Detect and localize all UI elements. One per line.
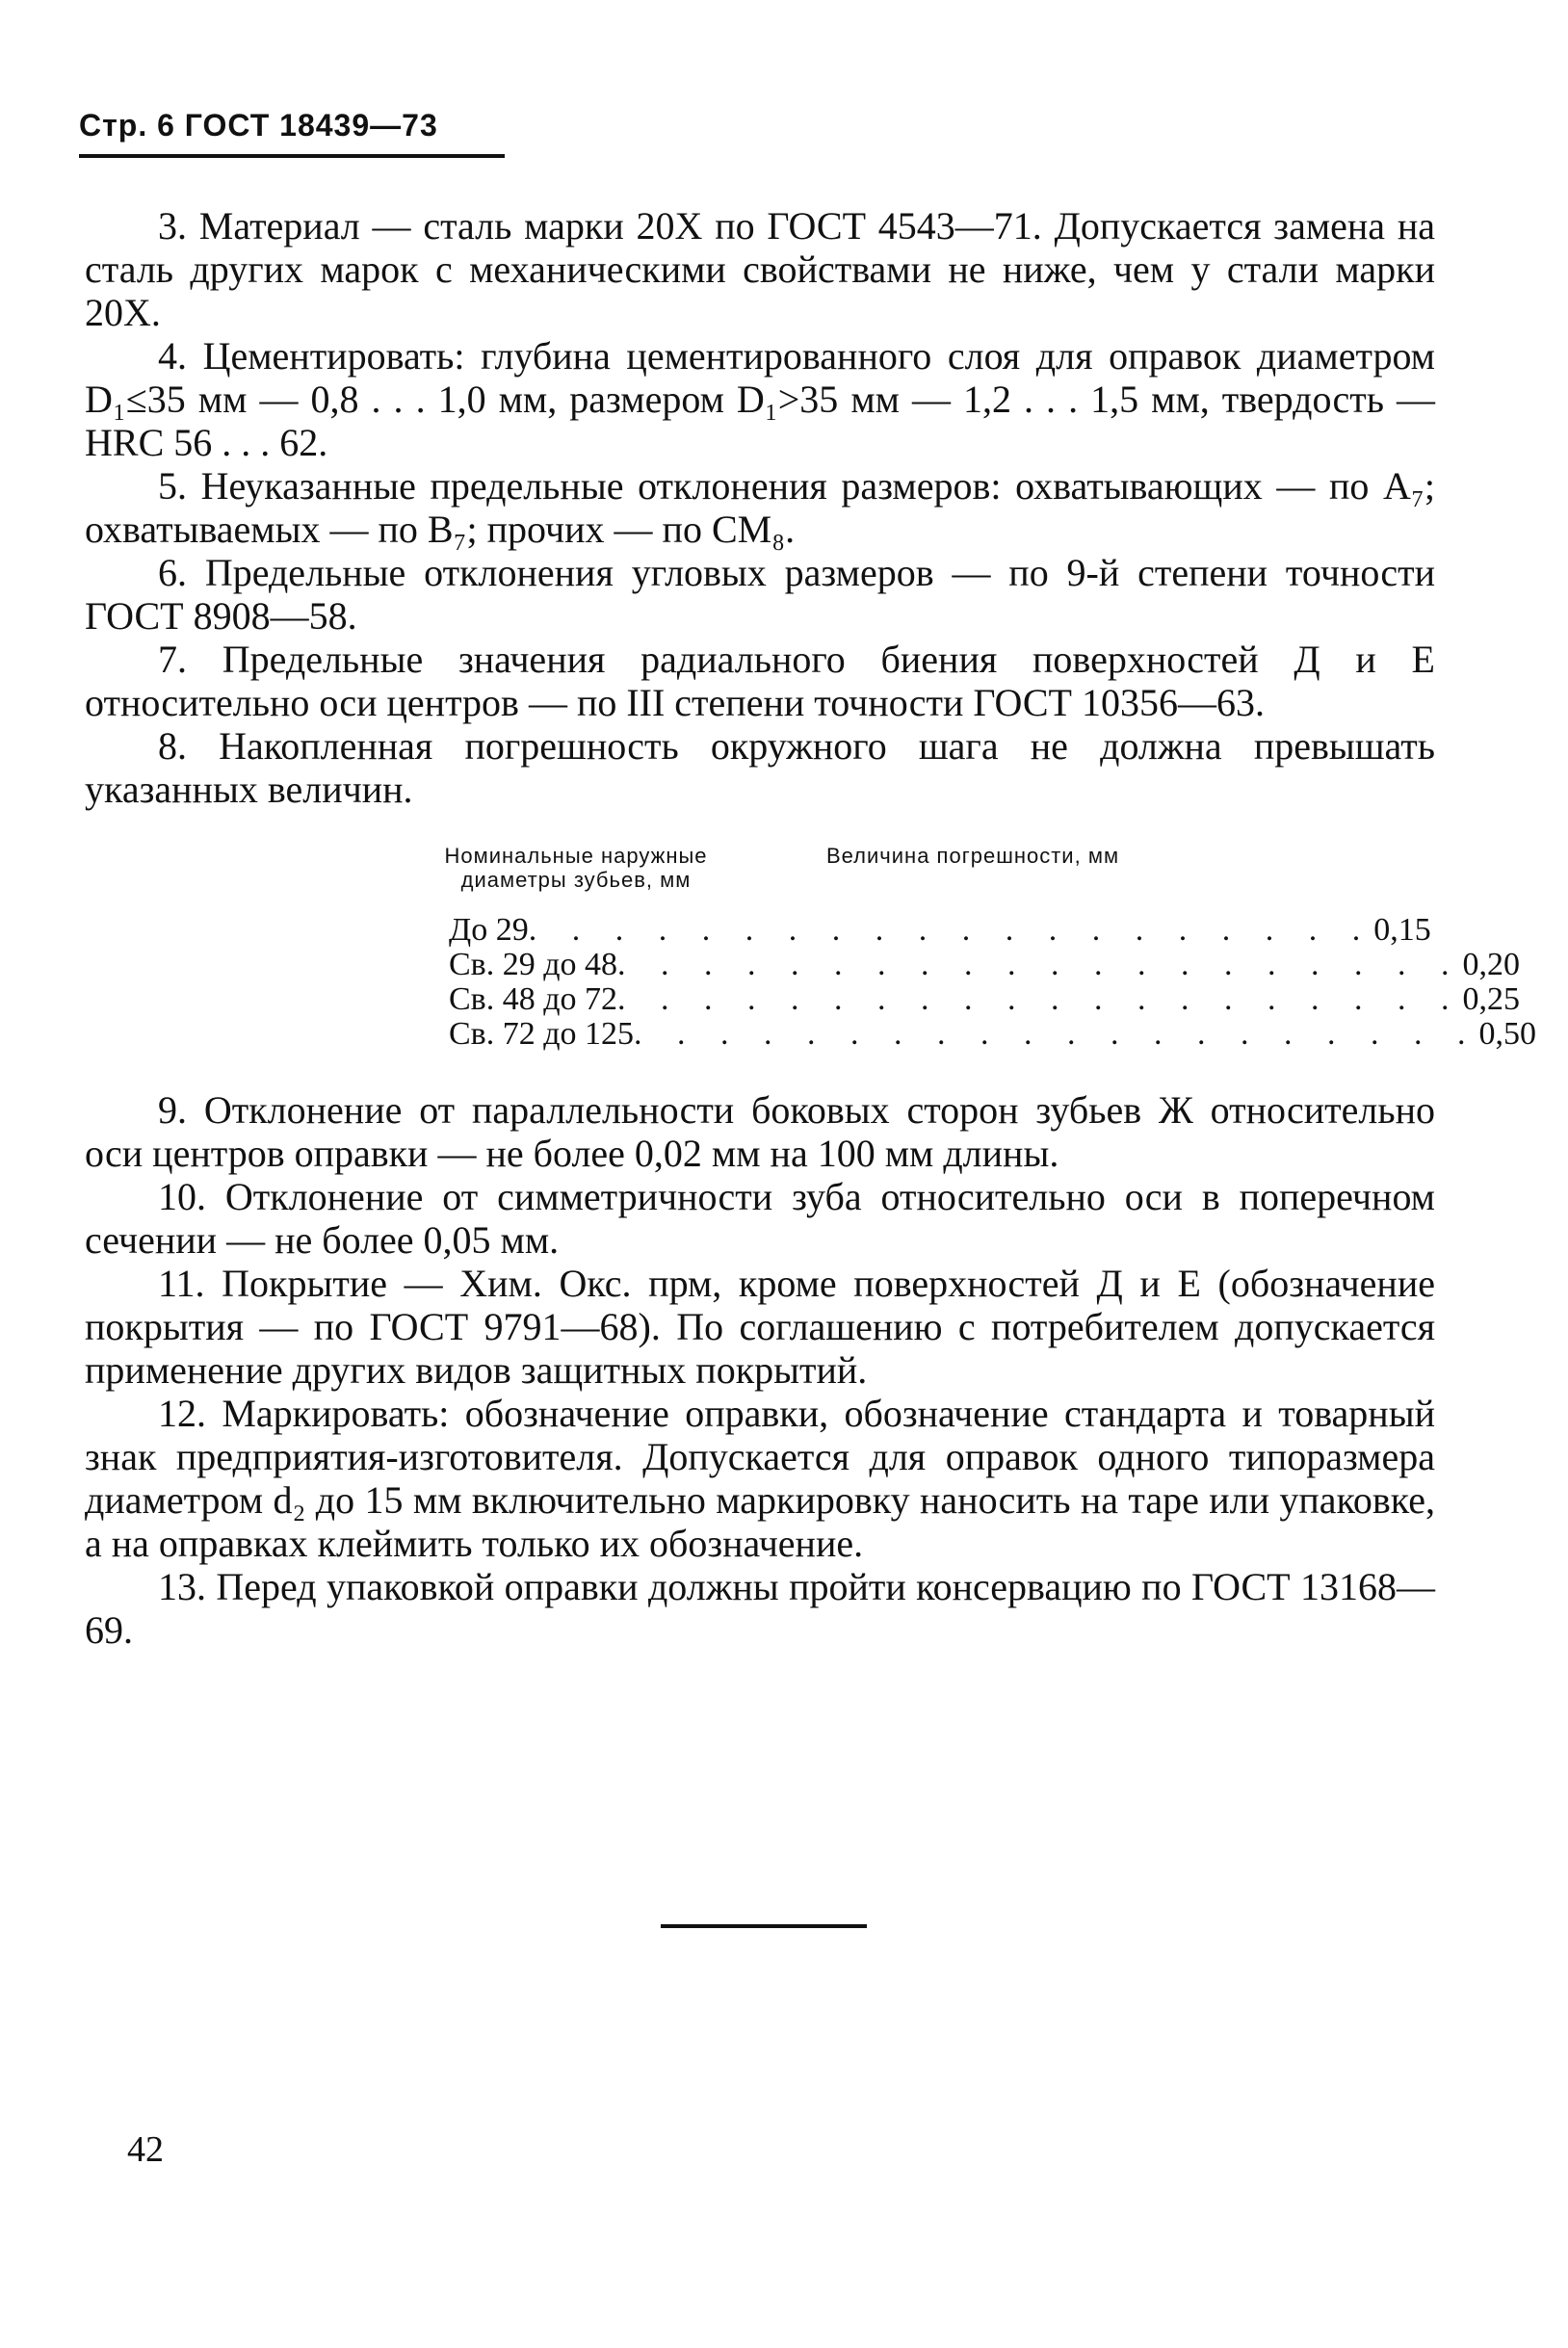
- paragraph-4: 4. Цементировать: глубина цементированного слоя для оправок диаметром D₁≤35 мм — 0,8 . . . 1,0 мм, размером D₁>35 мм — 1,2 . . . 1,5 мм, твердость — HRC 56 . . . 62.: [85, 334, 1435, 464]
- row-range: Св. 29 до 48: [449, 947, 618, 982]
- end-rule: [661, 1924, 867, 1928]
- paragraph-13: 13. Перед упаковкой оправки должны пройти консервацию по ГОСТ 13168—69.: [85, 1565, 1435, 1652]
- paragraph-10: 10. Отклонение от симметричности зуба относительно оси в поперечном сечении — не более 0,05 мм.: [85, 1175, 1435, 1262]
- col-error-header: Величина погрешности, мм: [826, 844, 1120, 868]
- paragraph-6: 6. Предельные отклонения угловых размеров — по 9-й степени точности ГОСТ 8908—58.: [85, 551, 1435, 638]
- row-range: Св. 48 до 72: [449, 981, 618, 1017]
- table-row: [326, 947, 1521, 982]
- col-diameter-header: [326, 844, 826, 892]
- paragraph-8: 8. Накопленная погрешность окружного шага не должна превышать указанных величин.: [85, 724, 1435, 811]
- paragraph-11: 11. Покрытие — Хим. Окс. прм, кроме поверхностей Д и Е (обозначение покрытия — по ГОСТ 9791—68). По соглашению с потребителем допускается применение других видов защитных покрытий.: [85, 1262, 1435, 1392]
- header-rule: [79, 154, 505, 158]
- col-diameter-header-line1: Номинальные наружные: [444, 844, 708, 868]
- tolerance-table: [85, 844, 1537, 1052]
- row-value: 0,20: [1462, 947, 1521, 982]
- page-header: Стр. 6 ГОСТ 18439—73: [79, 108, 438, 143]
- document-body: [85, 204, 1537, 1652]
- page-number: 42: [127, 2129, 164, 2170]
- paragraph-5: 5. Неуказанные предельные отклонения размеров: охватывающих — по A₇; охватываемых — по B₇; прочих — по CM₈.: [85, 464, 1435, 551]
- table-row: [326, 912, 1431, 948]
- table-header: [326, 844, 1435, 892]
- col-diameter-header-line2: диаметры зубьев, мм: [460, 868, 692, 892]
- row-value: 0,25: [1462, 981, 1521, 1017]
- dot-leader: . . . . . . . . . . . . . . . . . . . .: [528, 912, 1374, 948]
- row-range: До 29: [449, 912, 529, 948]
- paragraph-3: 3. Материал — сталь марки 20Х по ГОСТ 4543—71. Допускается замена на сталь других марок с механическими свойствами не ниже, чем у стали марки 20Х.: [85, 204, 1435, 334]
- table-row: [326, 981, 1521, 1017]
- dot-leader: . . . . . . . . . . . . . . . . . . . .: [617, 981, 1463, 1017]
- row-value: 0,15: [1373, 912, 1431, 948]
- row-value: 0,50: [1478, 1016, 1537, 1052]
- paragraph-12: 12. Маркировать: обозначение оправки, обозначение стандарта и товарный знак предприятия-изготовителя. Допускается для оправок одного типоразмера диаметром d₂ до 15 мм включительно маркировку наносить на таре или упаковке, а на оправках клеймить только их обозначение.: [85, 1392, 1435, 1565]
- row-range: Св. 72 до 125: [449, 1016, 635, 1052]
- paragraph-9: 9. Отклонение от параллельности боковых сторон зубьев Ж относительно оси центров оправки — не более 0,02 мм на 100 мм длины.: [85, 1088, 1435, 1175]
- dot-leader: . . . . . . . . . . . . . . . . . . . .: [634, 1016, 1479, 1052]
- paragraph-7: 7. Предельные значения радиального биения поверхностей Д и Е относительно оси центров — по III степени точности ГОСТ 10356—63.: [85, 638, 1435, 724]
- dot-leader: . . . . . . . . . . . . . . . . . . . .: [617, 947, 1463, 982]
- table-row: [326, 1016, 1537, 1052]
